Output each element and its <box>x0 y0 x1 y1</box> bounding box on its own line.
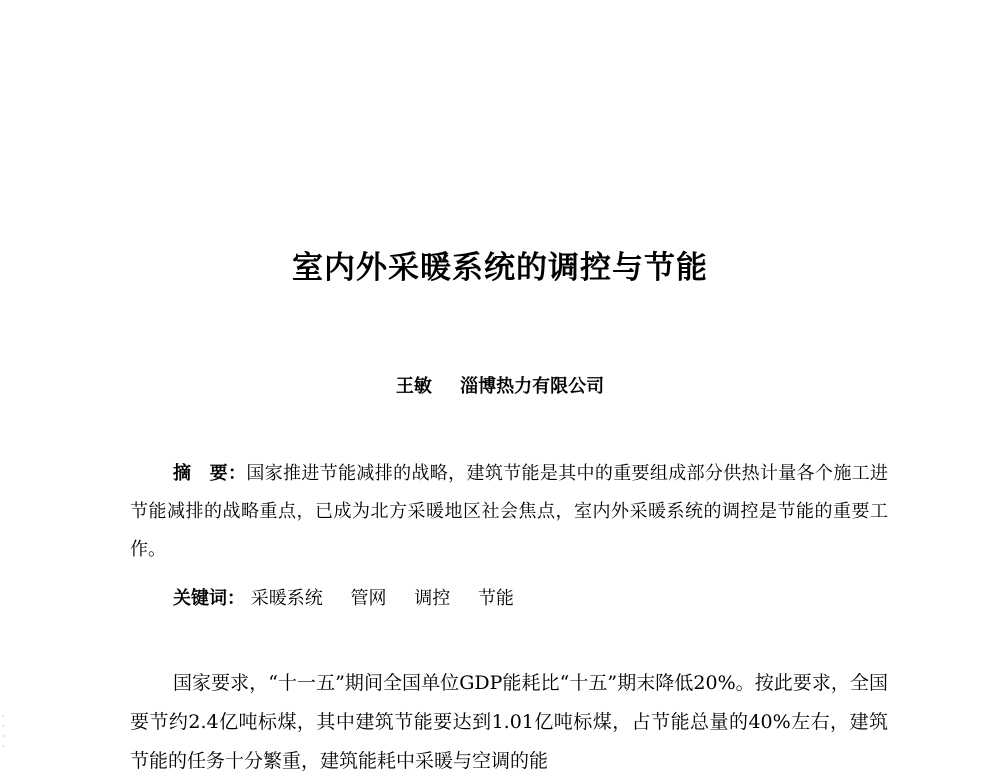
author-affiliation: 淄博热力有限公司 <box>460 376 605 397</box>
keyword-item: 采暖系统 <box>250 588 323 609</box>
abstract <box>130 455 888 569</box>
keywords-label: 关键词： <box>173 588 245 609</box>
abstract-label: 摘 要： <box>173 463 247 484</box>
scan-margin-marks: · · · · <box>2 712 5 751</box>
abstract-text: 国家推进节能减排的战略，建筑节能是其中的重要组成部分供热计量各个施工进节能减排的战略重点，已成为北方采暖地区社会焦点，室内外采暖系统的调控是节能的重要工作。 <box>130 463 889 560</box>
keyword-item: 管网 <box>350 588 387 609</box>
keyword-item: 节能 <box>477 588 514 609</box>
body-paragraph: 国家要求，“十一五”期间全国单位GDP能耗比“十五”期末降低20%。按此要求，全国要节约2.4亿吨标煤，其中建筑节能要达到1.01亿吨标煤，占节能总量的40%左右，建筑节能的任务十分繁重，建筑能耗中采暖与空调的能 <box>130 672 888 772</box>
keyword-item: 调控 <box>414 588 451 609</box>
paper-title: 室内外采暖系统的调控与节能 <box>292 250 708 286</box>
byline <box>0 372 1000 398</box>
author-name: 王敏 <box>395 376 432 397</box>
keywords <box>173 584 536 610</box>
